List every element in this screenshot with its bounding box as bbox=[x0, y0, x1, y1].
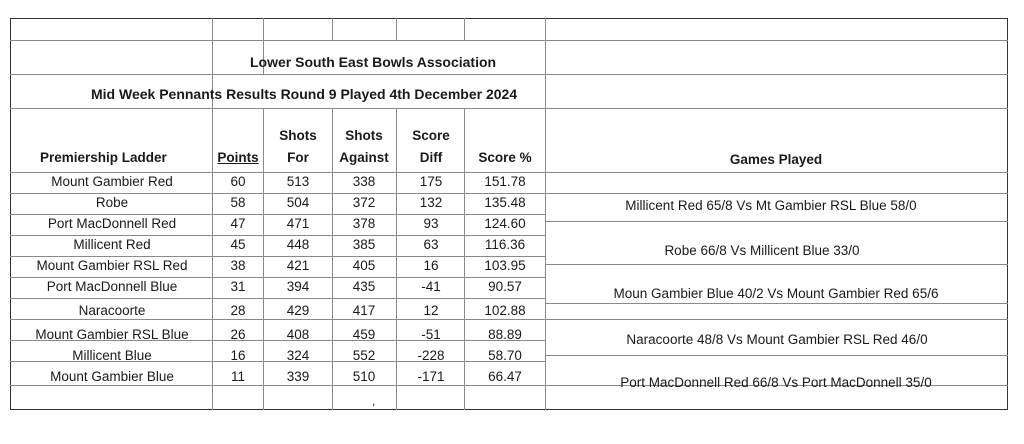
game-result: Moun Gambier Blue 40/2 Vs Mount Gambier Red 65/6 bbox=[613, 286, 939, 301]
points-value: 45 bbox=[230, 237, 246, 252]
shots-against-value: 552 bbox=[352, 348, 376, 363]
shots-against-value: 338 bbox=[352, 174, 376, 189]
grid-line bbox=[10, 74, 1008, 75]
association-title: Lower South East Bowls Association bbox=[250, 54, 497, 70]
shots-against-value: 378 bbox=[352, 216, 376, 231]
shots-against-value: 417 bbox=[352, 303, 376, 318]
game-result: Port MacDonnell Red 66/8 Vs Port MacDonnell 35/0 bbox=[620, 375, 932, 390]
score-diff-value: -51 bbox=[421, 327, 441, 342]
score-pct-value: 88.89 bbox=[488, 327, 522, 342]
score-pct-value: 58.70 bbox=[488, 348, 522, 363]
points-value: 11 bbox=[230, 369, 246, 384]
score-pct-value: 135.48 bbox=[484, 195, 526, 210]
header-points: Points bbox=[217, 150, 259, 165]
grid-line bbox=[545, 221, 1008, 222]
team-name: Mount Gambier RSL Blue bbox=[35, 327, 189, 342]
score-diff-value: -228 bbox=[417, 348, 445, 363]
header-shots-for-line1: Shots bbox=[279, 128, 317, 143]
grid-line bbox=[545, 319, 1008, 320]
header-shots-for-line2: For bbox=[287, 150, 309, 165]
team-name: Naracoorte bbox=[78, 303, 146, 318]
shots-for-value: 429 bbox=[286, 303, 310, 318]
grid-line bbox=[10, 172, 545, 173]
team-name: Millicent Blue bbox=[72, 348, 152, 363]
points-value: 58 bbox=[230, 195, 246, 210]
grid-line bbox=[10, 235, 545, 236]
stray-mark: , bbox=[372, 394, 376, 408]
grid-line bbox=[10, 108, 1008, 109]
header-shots-against-line2: Against bbox=[339, 150, 389, 165]
header-shots-against-line1: Shots bbox=[345, 128, 383, 143]
score-pct-value: 151.78 bbox=[484, 174, 526, 189]
grid-line bbox=[10, 40, 1008, 41]
game-result: Naracoorte 48/8 Vs Mount Gambier RSL Red 46/0 bbox=[626, 332, 928, 347]
score-pct-value: 124.60 bbox=[484, 216, 526, 231]
score-diff-value: 132 bbox=[419, 195, 443, 210]
shots-for-value: 394 bbox=[286, 279, 310, 294]
score-diff-value: -41 bbox=[421, 279, 441, 294]
grid-line bbox=[545, 172, 1008, 173]
shots-against-value: 459 bbox=[352, 327, 376, 342]
grid-line bbox=[332, 108, 333, 410]
grid-line bbox=[10, 256, 545, 257]
grid-line bbox=[464, 18, 465, 40]
shots-for-value: 504 bbox=[286, 195, 310, 210]
header-score-diff-line1: Score bbox=[412, 128, 450, 143]
shots-for-value: 448 bbox=[286, 237, 310, 252]
grid-line bbox=[396, 18, 397, 40]
shots-against-value: 435 bbox=[352, 279, 376, 294]
grid-line bbox=[545, 18, 546, 410]
score-diff-value: 175 bbox=[419, 174, 443, 189]
page-subtitle: Mid Week Pennants Results Round 9 Played 4th December 2024 bbox=[91, 86, 518, 102]
score-diff-value: 12 bbox=[423, 303, 439, 318]
score-diff-value: -171 bbox=[417, 369, 445, 384]
grid-line bbox=[10, 319, 545, 320]
grid-line bbox=[396, 108, 397, 410]
header-games-played: Games Played bbox=[729, 152, 823, 167]
grid-line bbox=[263, 108, 264, 410]
points-value: 60 bbox=[230, 174, 246, 189]
team-name: Mount Gambier Blue bbox=[50, 369, 174, 384]
score-pct-value: 102.88 bbox=[484, 303, 526, 318]
team-name: Millicent Red bbox=[73, 237, 151, 252]
shots-against-value: 405 bbox=[352, 258, 376, 273]
grid-line bbox=[545, 303, 1008, 304]
points-value: 28 bbox=[230, 303, 246, 318]
grid-line bbox=[10, 193, 545, 194]
grid-line bbox=[10, 277, 545, 278]
team-name: Port MacDonnell Blue bbox=[46, 279, 178, 294]
score-diff-value: 63 bbox=[423, 237, 439, 252]
header-score-diff-line2: Diff bbox=[419, 150, 443, 165]
shots-against-value: 510 bbox=[352, 369, 376, 384]
game-result: Millicent Red 65/8 Vs Mt Gambier RSL Blue 58/0 bbox=[625, 198, 917, 213]
points-value: 38 bbox=[230, 258, 246, 273]
points-value: 31 bbox=[230, 279, 246, 294]
shots-for-value: 421 bbox=[286, 258, 310, 273]
points-value: 26 bbox=[230, 327, 246, 342]
shots-against-value: 385 bbox=[352, 237, 376, 252]
shots-against-value: 372 bbox=[352, 195, 376, 210]
team-name: Mount Gambier Red bbox=[51, 174, 173, 189]
team-name: Robe bbox=[95, 195, 129, 210]
shots-for-value: 339 bbox=[286, 369, 310, 384]
grid-line bbox=[545, 264, 1008, 265]
shots-for-value: 513 bbox=[286, 174, 310, 189]
score-diff-value: 16 bbox=[423, 258, 439, 273]
score-diff-value: 93 bbox=[423, 216, 439, 231]
score-pct-value: 116.36 bbox=[484, 237, 526, 252]
score-pct-value: 66.47 bbox=[488, 369, 522, 384]
header-score-pct: Score % bbox=[478, 150, 532, 165]
shots-for-value: 471 bbox=[286, 216, 310, 231]
team-name: Port MacDonnell Red bbox=[47, 216, 177, 231]
shots-for-value: 408 bbox=[286, 327, 310, 342]
team-name: Mount Gambier RSL Red bbox=[36, 258, 188, 273]
score-pct-value: 103.95 bbox=[484, 258, 526, 273]
points-value: 47 bbox=[230, 216, 246, 231]
grid-line bbox=[464, 108, 465, 410]
grid-line bbox=[545, 355, 1008, 356]
game-result: Robe 66/8 Vs Millicent Blue 33/0 bbox=[664, 243, 860, 258]
header-team: Premiership Ladder bbox=[40, 150, 167, 165]
grid-line bbox=[10, 298, 545, 299]
grid-line bbox=[545, 193, 1008, 194]
shots-for-value: 324 bbox=[286, 348, 310, 363]
score-pct-value: 90.57 bbox=[488, 279, 522, 294]
points-value: 16 bbox=[230, 348, 246, 363]
grid-line bbox=[332, 18, 333, 40]
grid-line bbox=[10, 214, 545, 215]
